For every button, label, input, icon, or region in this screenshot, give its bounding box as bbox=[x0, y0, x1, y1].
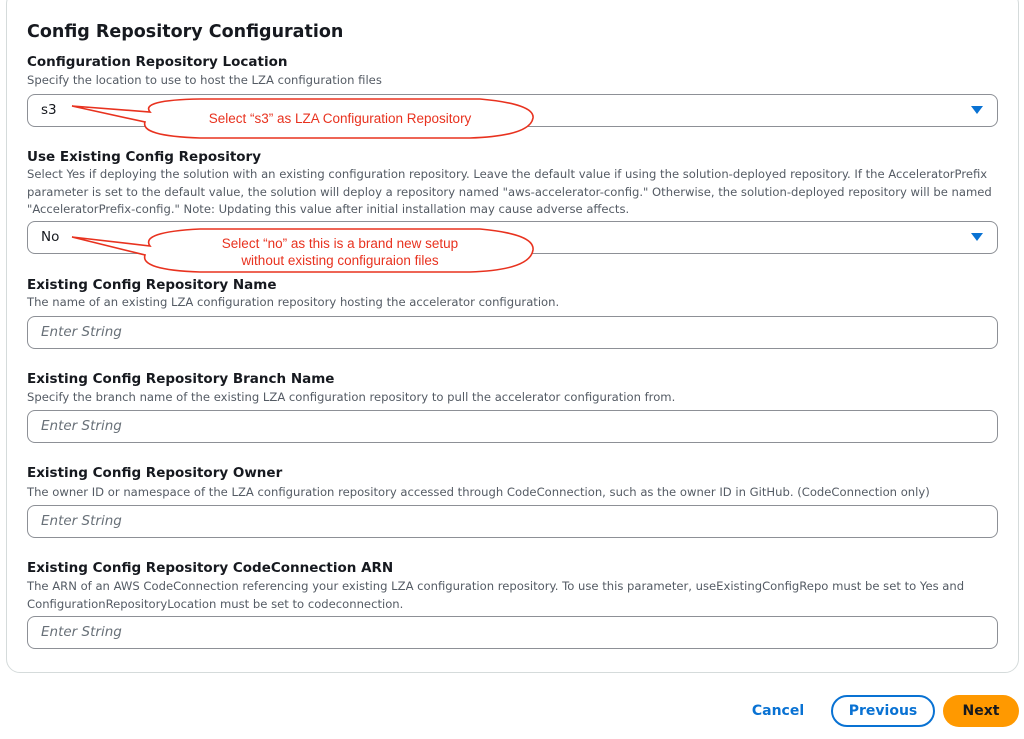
field-label: Existing Config Repository Branch Name bbox=[27, 371, 335, 387]
placeholder: Enter String bbox=[41, 324, 122, 340]
field-label: Existing Config Repository Owner bbox=[27, 465, 283, 481]
field-description: The owner ID or namespace of the LZA configuration repository accessed through CodeConnection, such as the owner ID in GitHub. (CodeConnection only) bbox=[27, 485, 930, 499]
field-description: Specify the branch name of the existing LZA configuration repository to pull the accelerator configuration from. bbox=[27, 390, 676, 404]
field-label: Existing Config Repository Name bbox=[27, 277, 277, 293]
placeholder: Enter String bbox=[41, 418, 122, 434]
field-label: Configuration Repository Location bbox=[27, 54, 288, 70]
field-label: Use Existing Config Repository bbox=[27, 149, 262, 165]
placeholder: Enter String bbox=[41, 624, 122, 640]
field-description: Specify the location to use to host the LZA configuration files bbox=[27, 73, 382, 87]
selected-value: s3 bbox=[41, 102, 57, 118]
previous-button[interactable]: Previous bbox=[831, 695, 935, 727]
selected-value: No bbox=[41, 229, 60, 245]
annotation-text: Select “s3” as LZA Configuration Repository bbox=[208, 111, 472, 126]
next-button[interactable]: Next bbox=[943, 695, 1019, 727]
placeholder: Enter String bbox=[41, 513, 122, 529]
section-title: Config Repository Configuration bbox=[27, 22, 344, 42]
cancel-button[interactable]: Cancel bbox=[751, 703, 805, 719]
field-description: Select Yes if deploying the solution with an existing configuration repository. Leave the default value if using the solution-deployed repository. If the AcceleratorPrefix parameter is set to the default value, the solution will deploy a repository named "aws-accelerator-config." Otherwise, the solution-deployed repository will be named "AcceleratorPrefix-config." Note: Updating this value after initial installation may cause adverse affects. bbox=[27, 167, 992, 216]
field-label: Existing Config Repository CodeConnection ARN bbox=[27, 560, 394, 576]
annotation-text-line1: Select “no” as this is a brand new setup bbox=[221, 236, 459, 251]
field-description: The ARN of an AWS CodeConnection referencing your existing LZA configuration repository. To use this parameter, useExistingConfigRepo must be set to Yes and ConfigurationRepositoryLocation must be set to codeconnection. bbox=[27, 579, 965, 611]
field-description: The name of an existing LZA configuration repository hosting the accelerator configuration. bbox=[27, 295, 560, 309]
annotation-text-line2: without existing configuraion files bbox=[241, 253, 439, 268]
